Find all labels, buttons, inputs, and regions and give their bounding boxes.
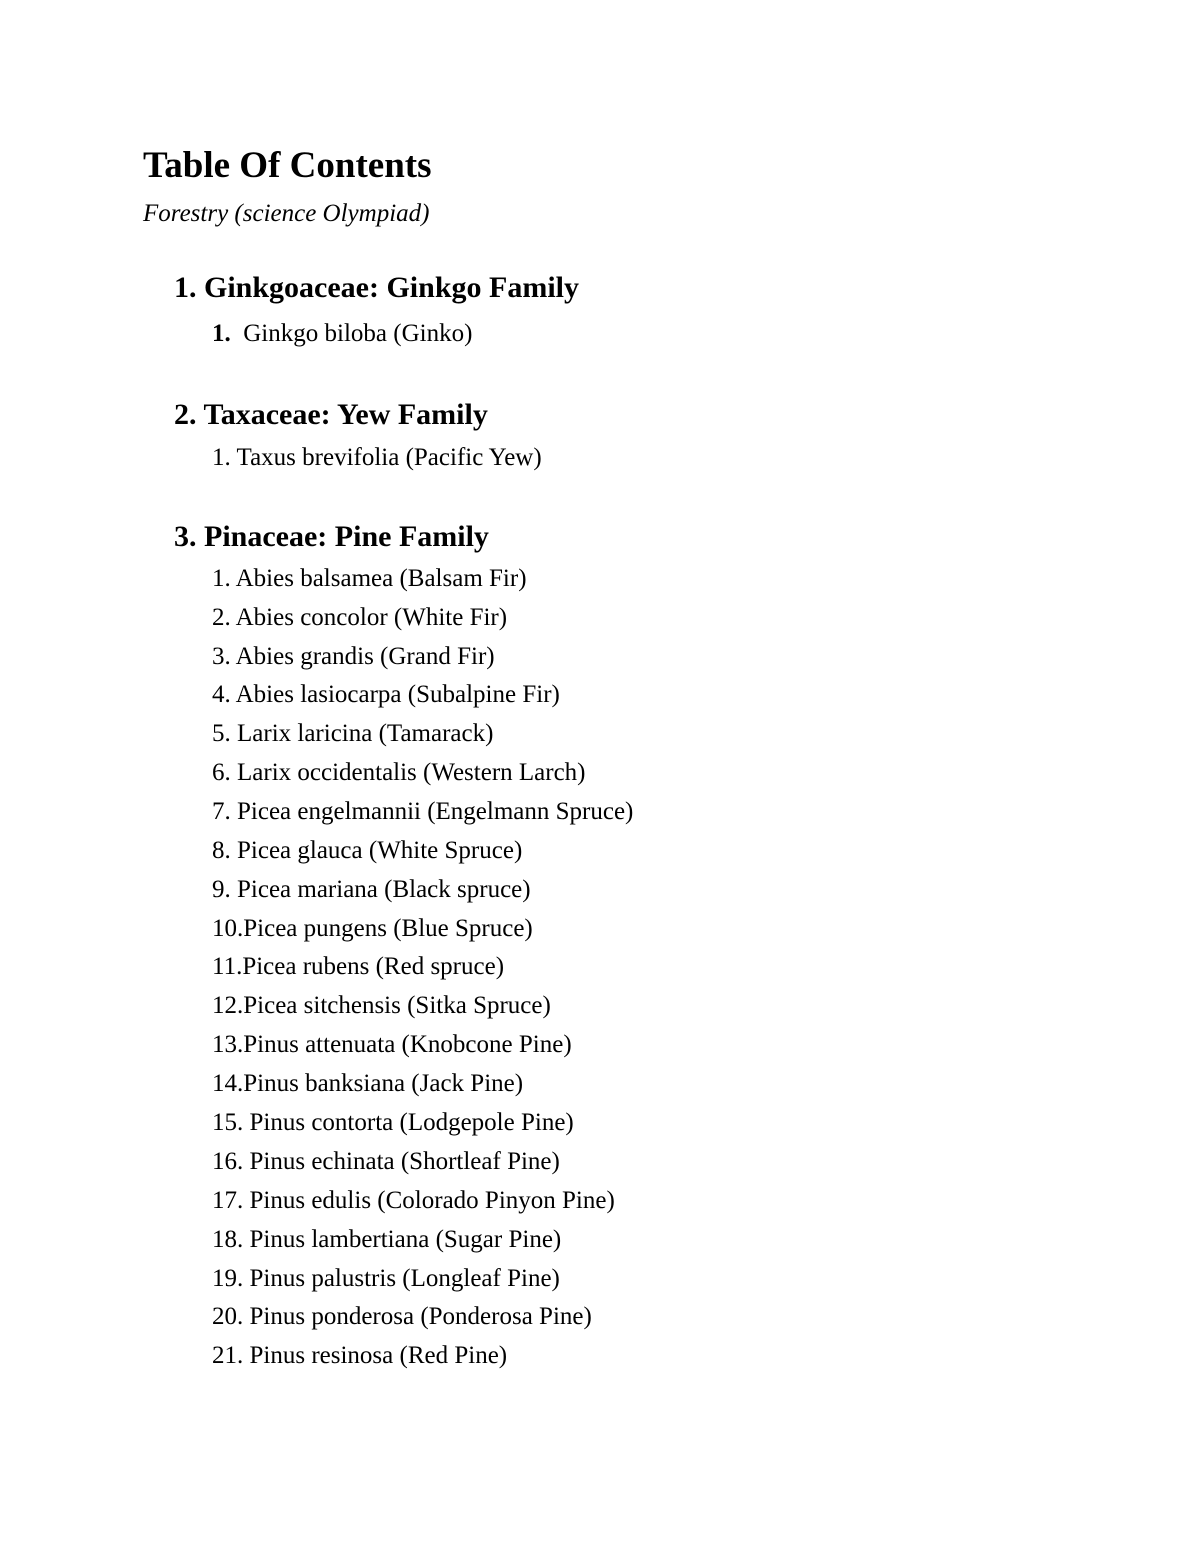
section-heading-ginkgoaceae: 1. Ginkgoaceae: Ginkgo Family <box>174 271 579 304</box>
list-item: 3. Abies grandis (Grand Fir) <box>212 643 495 670</box>
list-item-text: Ginkgo biloba (Ginko) <box>243 320 473 347</box>
list-item: 21. Pinus resinosa (Red Pine) <box>212 1342 508 1369</box>
list-item: 18. Pinus lambertiana (Sugar Pine) <box>212 1226 562 1253</box>
list-item: 1. Abies balsamea (Balsam Fir) <box>212 565 527 592</box>
list-item <box>212 317 472 351</box>
list-item: 6. Larix occidentalis (Western Larch) <box>212 759 586 786</box>
list-item: 9. Picea mariana (Black spruce) <box>212 876 531 903</box>
list-item: 19. Pinus palustris (Longleaf Pine) <box>212 1265 560 1292</box>
list-item-number: 1. <box>212 320 231 347</box>
list-item: 16. Pinus echinata (Shortleaf Pine) <box>212 1148 560 1175</box>
list-item: 10.Picea pungens (Blue Spruce) <box>212 915 533 942</box>
list-item: 12.Picea sitchensis (Sitka Spruce) <box>212 992 551 1019</box>
list-item: 17. Pinus edulis (Colorado Pinyon Pine) <box>212 1187 615 1214</box>
list-item: 7. Picea engelmannii (Engelmann Spruce) <box>212 798 634 825</box>
list-item: 14.Pinus banksiana (Jack Pine) <box>212 1070 524 1097</box>
list-item: 11.Picea rubens (Red spruce) <box>212 953 505 980</box>
page-subtitle: Forestry (science Olympiad) <box>143 200 430 227</box>
section-heading-pinaceae: 3. Pinaceae: Pine Family <box>174 520 489 553</box>
page-title: Table Of Contents <box>143 145 432 186</box>
list-item: 2. Abies concolor (White Fir) <box>212 604 508 631</box>
list-item: 8. Picea glauca (White Spruce) <box>212 837 523 864</box>
list-item: 20. Pinus ponderosa (Ponderosa Pine) <box>212 1303 592 1330</box>
list-item: 15. Pinus contorta (Lodgepole Pine) <box>212 1109 574 1136</box>
list-item: 1. Taxus brevifolia (Pacific Yew) <box>212 444 542 471</box>
section-heading-taxaceae: 2. Taxaceae: Yew Family <box>174 398 488 431</box>
list-item: 4. Abies lasiocarpa (Subalpine Fir) <box>212 681 560 708</box>
list-item: 5. Larix laricina (Tamarack) <box>212 720 494 747</box>
list-item: 13.Pinus attenuata (Knobcone Pine) <box>212 1031 572 1058</box>
